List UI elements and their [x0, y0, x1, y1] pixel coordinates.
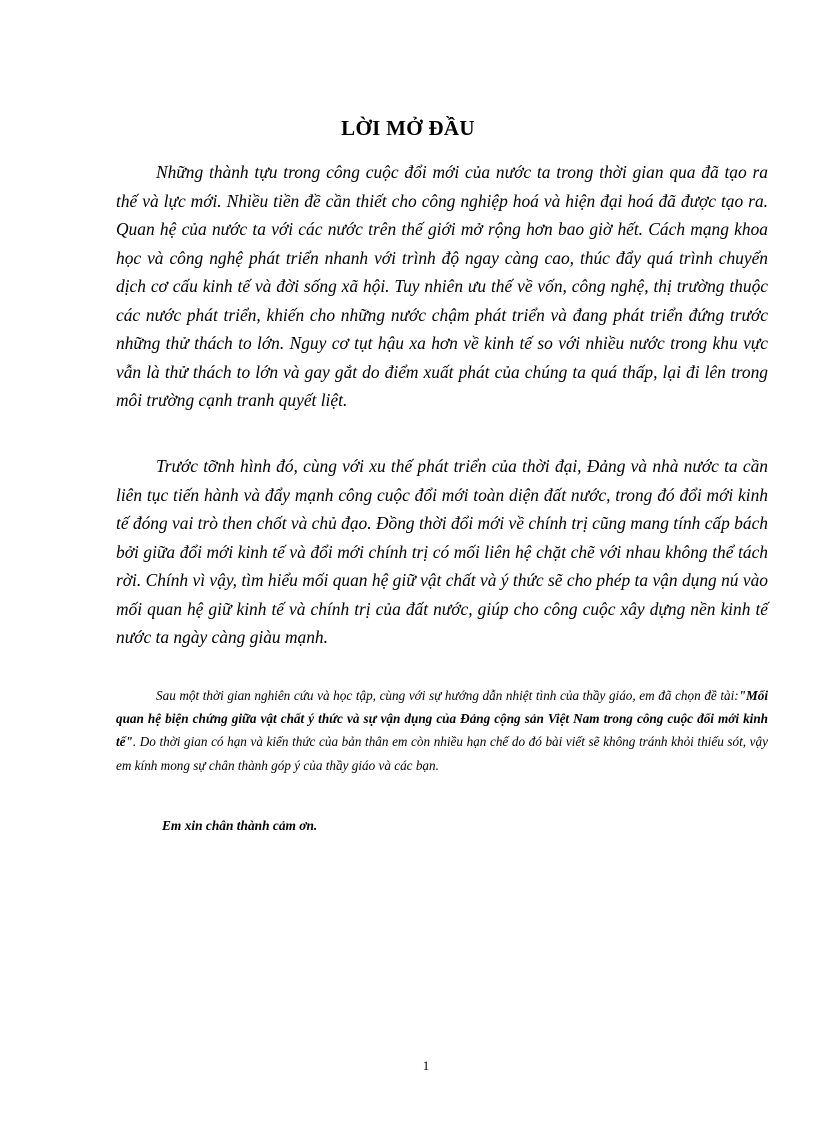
closing-paragraph: [116, 684, 768, 777]
page-number: 1: [422, 1058, 430, 1073]
closing-paragraph-end: . Do thời gian có hạn và kiến thức của bản thân em còn nhiều hạn chế do đó bài viết sẽ không tránh khỏi thiếu sót, vậy em kính mong sự chân thành góp ý của thầy giáo và các bạn.: [116, 734, 768, 773]
research-topic: "Mối quan hệ biện chứng giữa vật chất ý thức và sự vận dụng của Đảng cộng sản Việt Nam trong công cuộc đổi mới kinh tế": [116, 688, 768, 750]
document-title: LỜI MỞ ĐẦU: [341, 116, 475, 140]
intro-paragraph-1: Những thành tựu trong công cuộc đổi mới của nước ta trong thời gian qua đã tạo ra thế và lực mới. Nhiều tiền đề cần thiết cho công nghiệp hoá và hiện đại hoá đã được tạo ra. Quan hệ của nước ta với các nước trên thế giới mở rộng hơn bao giờ hết. Cách mạng khoa học và công nghệ phát triển nhanh với trình độ ngay càng cao, thúc đẩy quá trình chuyển dịch cơ cấu kinh tế và đời sống xã hội. Tuy nhiên ưu thế về vốn, công nghệ, thị trường thuộc các nước phát triển, khiến cho những nước chậm phát triển và đang phát triển đứng trước những thử thách to lớn. Nguy cơ tụt hậu xa hơn về kinh tế so với nhiều nước trong khu vực vẫn là thử thách to lớn và gay gắt do điểm xuất phát của chúng ta quá thấp, lại đi lên trong môi trường cạnh tranh quyết liệt.: [116, 162, 768, 410]
thanks-line: Em xin chân thành cảm ơn.: [162, 818, 318, 833]
intro-paragraph-2: Trước tỡnh hình đó, cùng với xu thế phát triển của thời đại, Đảng và nhà nước ta cần liên tục tiến hành và đẩy mạnh công cuộc đổi mới toàn diện đất nước, trong đó đổi mới kinh tế đóng vai trò then chốt và chủ đạo. Đồng thời đổi mới về chính trị cũng mang tính cấp bách bởi giữa đổi mới kinh tế và đổi mới chính trị có mối liên hệ chặt chẽ với nhau không thể tách rời. Chính vì vậy, tìm hiểu mối quan hệ giữ vật chất và ý thức sẽ cho phép ta vận dụng nú vào mối quan hệ giữ kinh tế và chính trị của đất nước, giúp cho công cuộc xây dựng nền kinh tế nước ta ngày càng giàu mạnh.: [116, 456, 768, 647]
closing-paragraph-intro: Sau một thời gian nghiên cứu và học tập, cùng với sự hướng dẫn nhiệt tình của thầy giáo, em đã chọn đề tài:: [156, 688, 739, 703]
